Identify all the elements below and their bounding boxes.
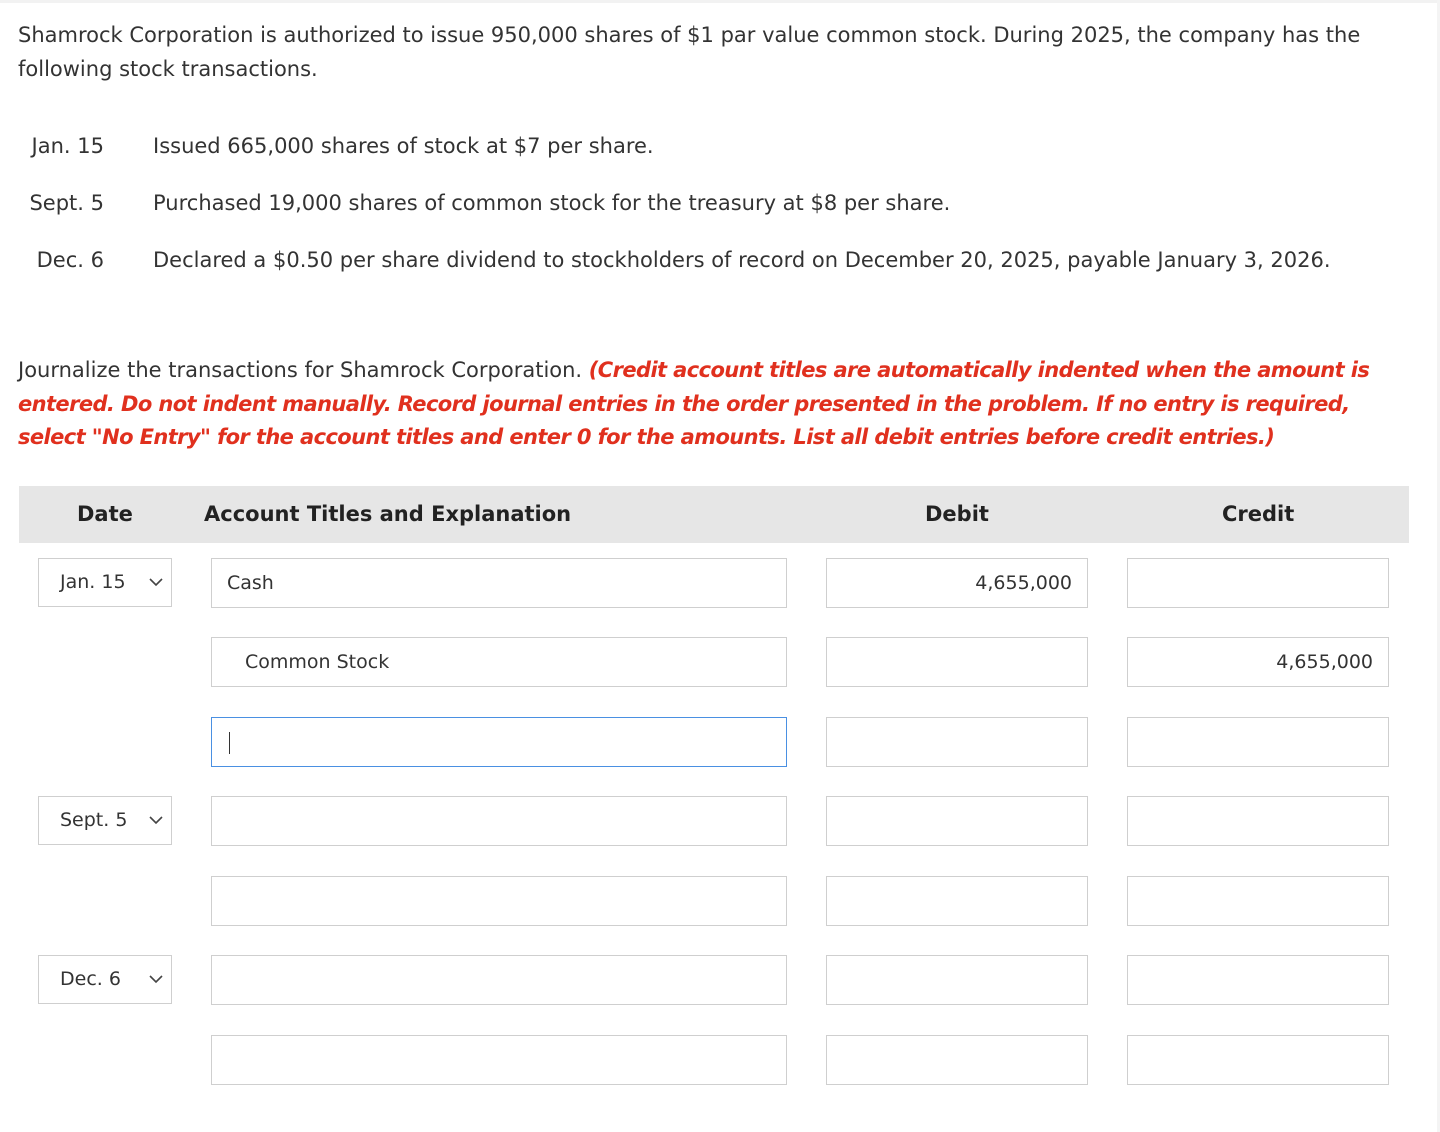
debit-input[interactable]	[826, 637, 1088, 687]
date-select-sept5[interactable]	[38, 796, 172, 845]
debit-input[interactable]	[826, 876, 1088, 926]
instruction-text: Journalize the transactions for Shamrock Corporation.	[18, 358, 583, 382]
chevron-down-icon	[148, 971, 164, 987]
account-title-value: Cash	[227, 572, 274, 594]
transaction-row	[18, 185, 1418, 242]
date-select-dec6[interactable]	[38, 955, 172, 1004]
instructions	[18, 354, 1418, 455]
date-select-value: Jan. 15	[60, 571, 126, 593]
transaction-row	[18, 242, 1418, 299]
transaction-list	[18, 128, 1418, 299]
journal-table-header	[19, 486, 1409, 543]
credit-input[interactable]	[1127, 637, 1389, 687]
top-divider	[0, 0, 1440, 3]
account-title-input[interactable]	[211, 955, 787, 1005]
credit-input[interactable]	[1127, 876, 1389, 926]
chevron-down-icon	[148, 812, 164, 828]
credit-input[interactable]	[1127, 796, 1389, 846]
debit-input[interactable]	[826, 955, 1088, 1005]
account-title-input[interactable]	[211, 796, 787, 846]
header-date: Date	[77, 502, 133, 526]
account-title-input[interactable]	[211, 876, 787, 926]
transaction-date: Sept. 5	[29, 191, 104, 215]
transaction-description: Issued 665,000 shares of stock at $7 per share.	[153, 134, 654, 158]
date-select-value: Dec. 6	[60, 968, 121, 990]
header-account-titles: Account Titles and Explanation	[204, 502, 572, 526]
debit-input[interactable]	[826, 717, 1088, 767]
problem-intro: Shamrock Corporation is authorized to issue 950,000 shares of $1 par value common stock. During 2025, the company has the following stock transactions.	[18, 23, 1361, 81]
chevron-down-icon	[148, 574, 164, 590]
account-title-input[interactable]	[211, 558, 787, 608]
debit-input[interactable]	[826, 796, 1088, 846]
account-title-input[interactable]	[211, 1035, 787, 1085]
account-title-input[interactable]	[211, 637, 787, 687]
account-title-input-focused[interactable]	[211, 717, 787, 767]
credit-input[interactable]	[1127, 1035, 1389, 1085]
header-debit: Debit	[925, 502, 989, 526]
credit-input[interactable]	[1127, 717, 1389, 767]
debit-input[interactable]	[826, 1035, 1088, 1085]
debit-value: 4,655,000	[975, 572, 1072, 594]
transaction-description: Declared a $0.50 per share dividend to stockholders of record on December 20, 2025, payable January 3, 2026.	[153, 248, 1331, 272]
header-credit: Credit	[1222, 502, 1295, 526]
transaction-description: Purchased 19,000 shares of common stock for the treasury at $8 per share.	[153, 191, 951, 215]
transaction-row	[18, 128, 1418, 185]
credit-input[interactable]	[1127, 955, 1389, 1005]
text-cursor	[229, 732, 230, 754]
credit-input[interactable]	[1127, 558, 1389, 608]
instruction-note: (Credit account titles are automatically indented when the amount is entered. Do not indent manually. Record journal entries in the order presented in the problem. If no entry is required, select "No Entry" for the account titles and enter 0 for the amounts. List all debit entries before credit entries.)	[18, 358, 1370, 449]
transaction-date: Dec. 6	[36, 248, 104, 272]
date-select-jan15[interactable]	[38, 558, 172, 607]
account-title-value: Common Stock	[245, 651, 390, 673]
date-select-value: Sept. 5	[60, 809, 128, 831]
transaction-date: Jan. 15	[31, 134, 104, 158]
debit-input[interactable]	[826, 558, 1088, 608]
credit-value: 4,655,000	[1276, 651, 1373, 673]
